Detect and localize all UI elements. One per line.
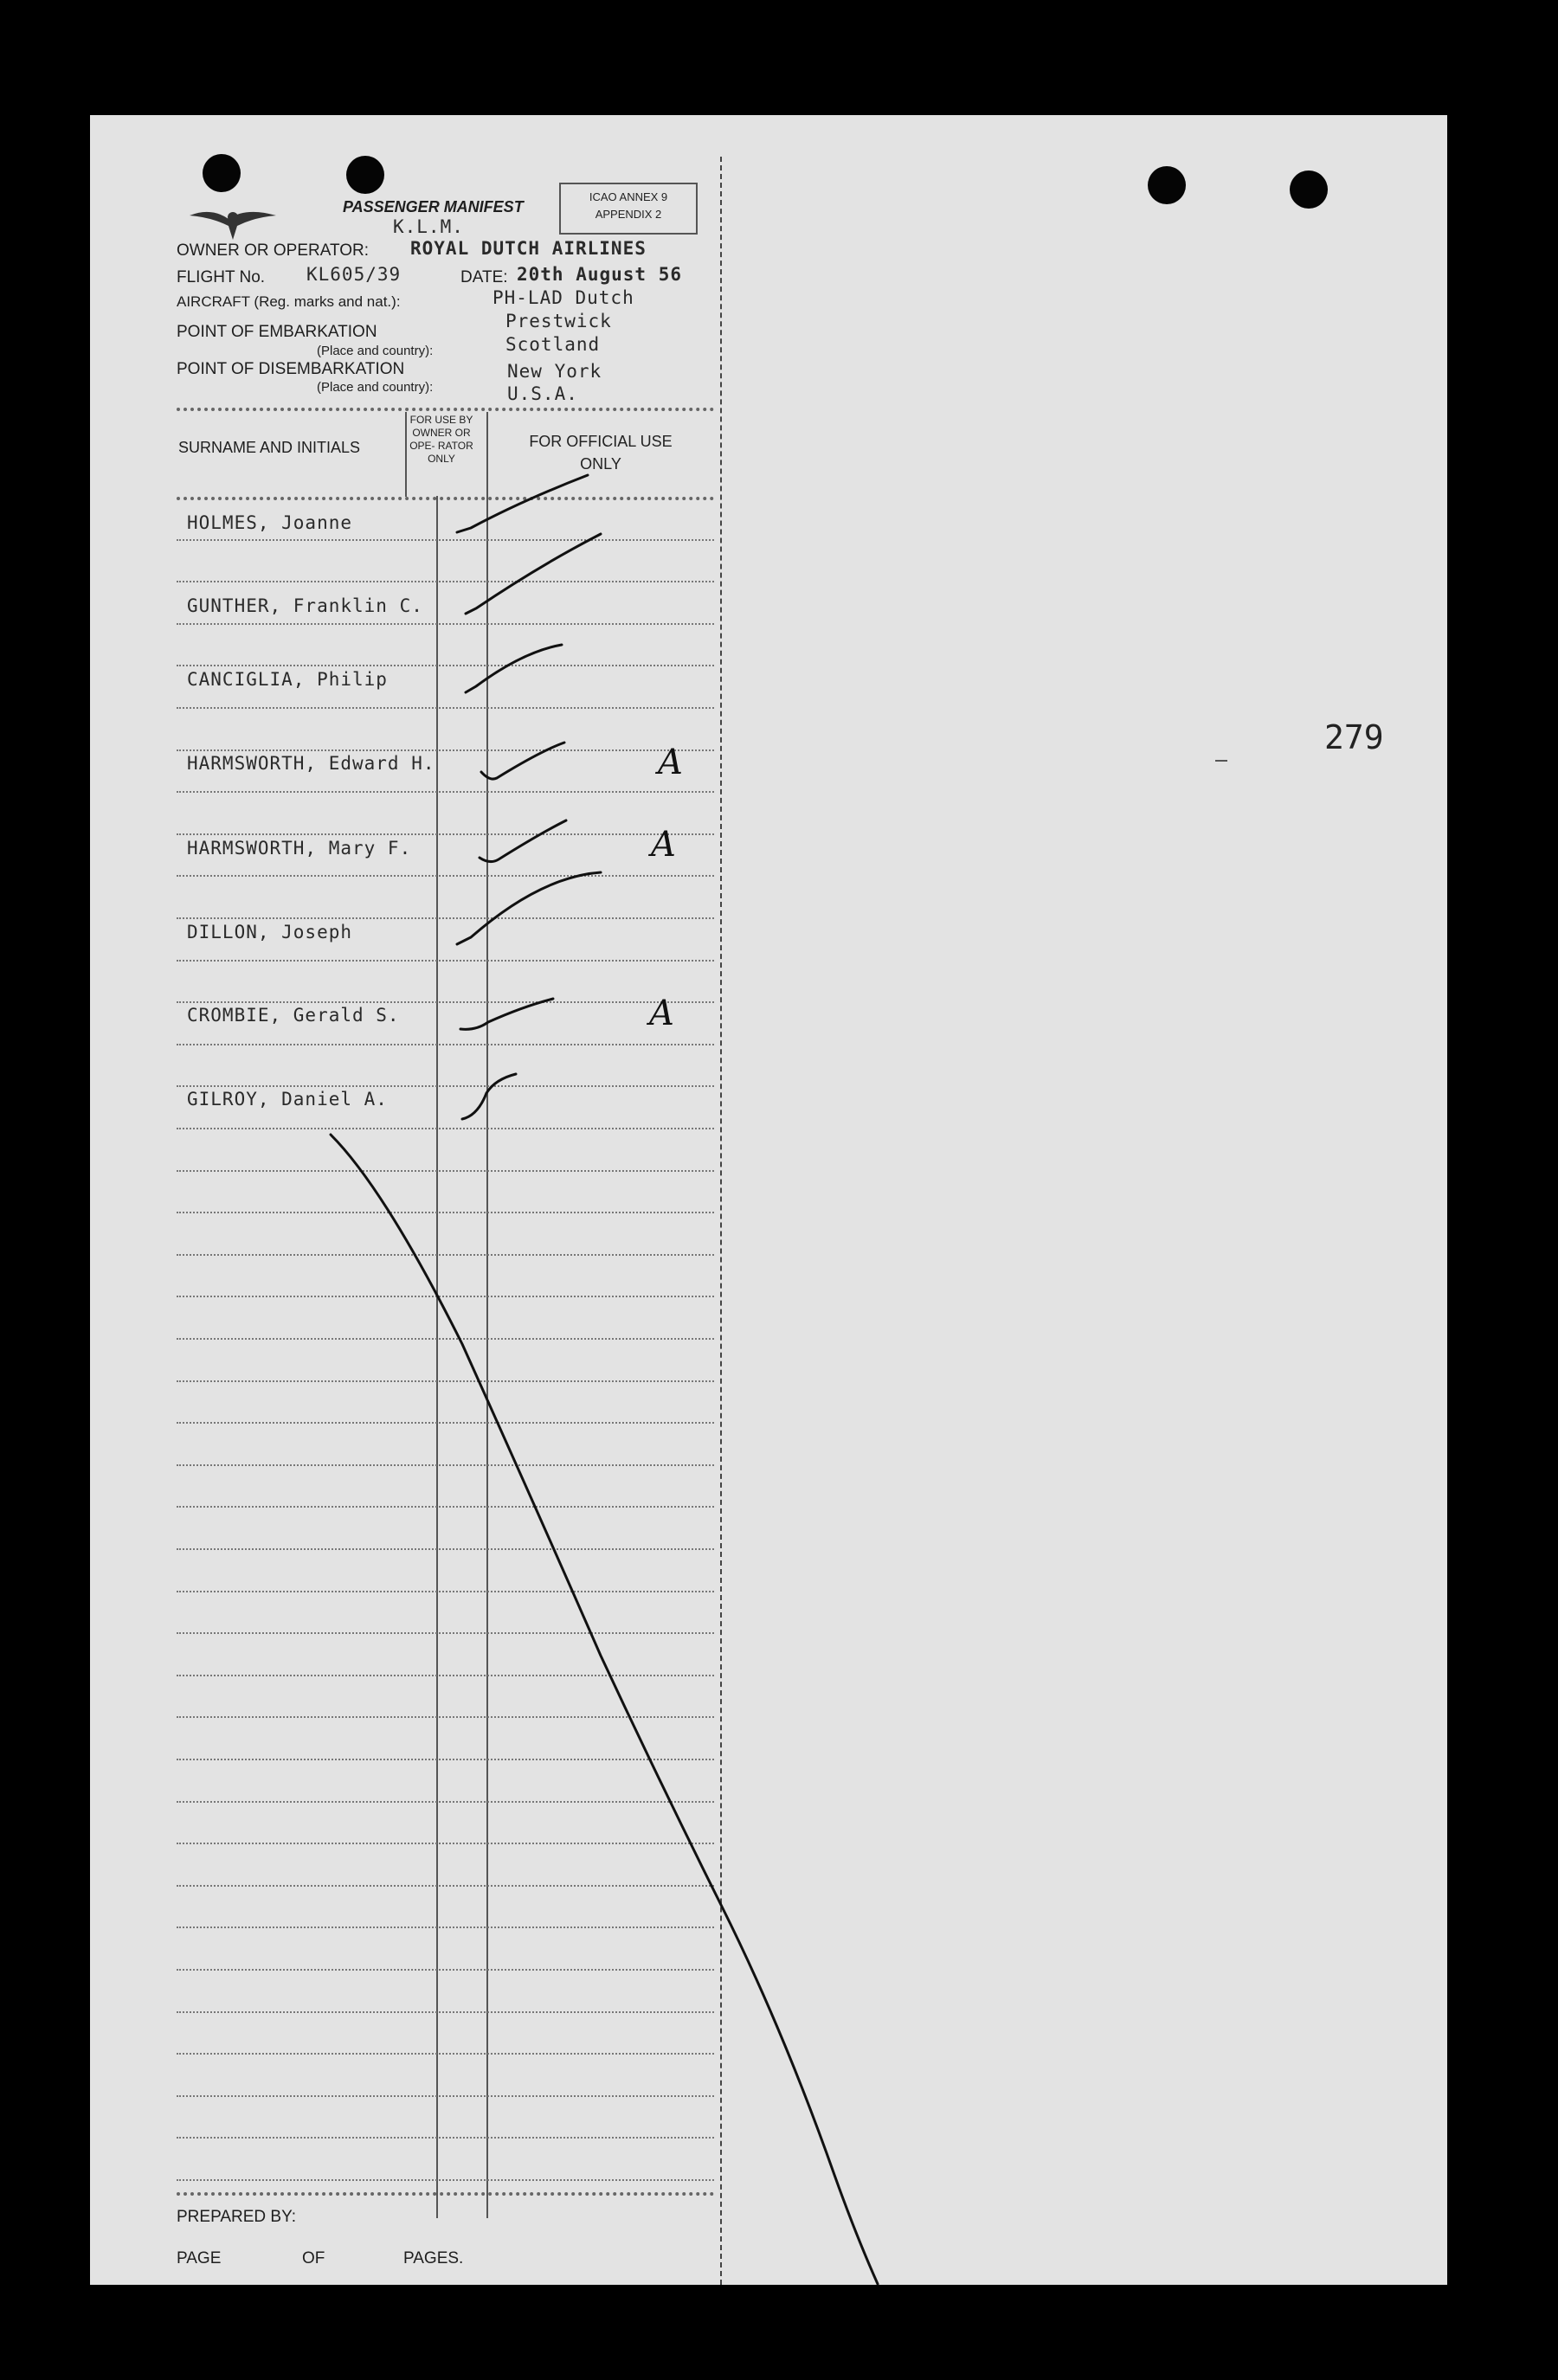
disembark-sub: (Place and country): xyxy=(317,380,434,395)
pages-label: PAGES. xyxy=(403,2249,464,2267)
embark-label: POINT OF EMBARKATION xyxy=(177,323,377,341)
checkmark-icon xyxy=(457,872,601,944)
official-mark: A xyxy=(649,994,674,1033)
handwritten-strokes xyxy=(90,115,1447,2285)
disembark-label: POINT OF DISEMBARKATION xyxy=(177,360,405,378)
checkmark-icon xyxy=(466,534,601,614)
passenger-name: HARMSWORTH, Mary F. xyxy=(187,838,412,859)
checkmark-icon xyxy=(466,645,562,692)
embark-sub: (Place and country): xyxy=(317,344,434,358)
passenger-name: GUNTHER, Franklin C. xyxy=(187,595,423,616)
margin-tick xyxy=(1215,760,1227,762)
strike-line xyxy=(331,1135,878,2284)
annex-line2: APPENDIX 2 xyxy=(595,208,662,221)
official-mark: A xyxy=(651,825,676,865)
col-header-official-use: FOR OFFICIAL USE ONLY xyxy=(529,433,673,473)
owner-label: OWNER OR OPERATOR: xyxy=(177,241,370,260)
embark-value-place: Prestwick xyxy=(505,311,612,331)
date-value: 20th August 56 xyxy=(517,264,683,285)
disembark-value-place: New York xyxy=(507,361,602,382)
passenger-name: HOLMES, Joanne xyxy=(187,512,353,533)
checkmark-icon xyxy=(481,743,564,779)
page-number: 279 xyxy=(1324,718,1384,756)
date-label: DATE: xyxy=(460,268,508,286)
prepared-by-label: PREPARED BY: xyxy=(177,2208,296,2226)
checkmark-icon xyxy=(457,475,588,532)
owner-value: ROYAL DUTCH AIRLINES xyxy=(410,238,647,259)
of-label: OF xyxy=(302,2249,325,2267)
passenger-name: CROMBIE, Gerald S. xyxy=(187,1005,400,1026)
checkmark-icon xyxy=(460,999,553,1029)
aircraft-value: PH-LAD Dutch xyxy=(493,287,634,308)
embark-value-country: Scotland xyxy=(505,334,601,355)
passenger-name: GILROY, Daniel A. xyxy=(187,1089,388,1110)
col-header-owner-use: FOR USE BY OWNER OR OPE- RATOR ONLY xyxy=(409,414,473,465)
aircraft-label: AIRCRAFT (Reg. marks and nat.): xyxy=(177,293,401,310)
page-label: PAGE xyxy=(177,2249,222,2267)
manifest-sheet xyxy=(90,115,1447,2285)
annex-line1: ICAO ANNEX 9 xyxy=(589,190,668,203)
flight-value: KL605/39 xyxy=(306,264,402,285)
checkmark-icon xyxy=(462,1074,516,1119)
passenger-name: CANCIGLIA, Philip xyxy=(187,669,388,690)
passenger-name: HARMSWORTH, Edward H. xyxy=(187,753,435,774)
disembark-value-country: U.S.A. xyxy=(507,383,578,404)
manifest-title: PASSENGER MANIFEST xyxy=(343,198,524,215)
flight-label: FLIGHT No. xyxy=(177,268,266,286)
checkmark-icon xyxy=(480,820,566,862)
passenger-name: DILLON, Joseph xyxy=(187,922,353,942)
official-mark: A xyxy=(658,743,683,782)
airline-code: K.L.M. xyxy=(393,216,464,237)
col-header-surname: SURNAME AND INITIALS xyxy=(178,439,361,456)
